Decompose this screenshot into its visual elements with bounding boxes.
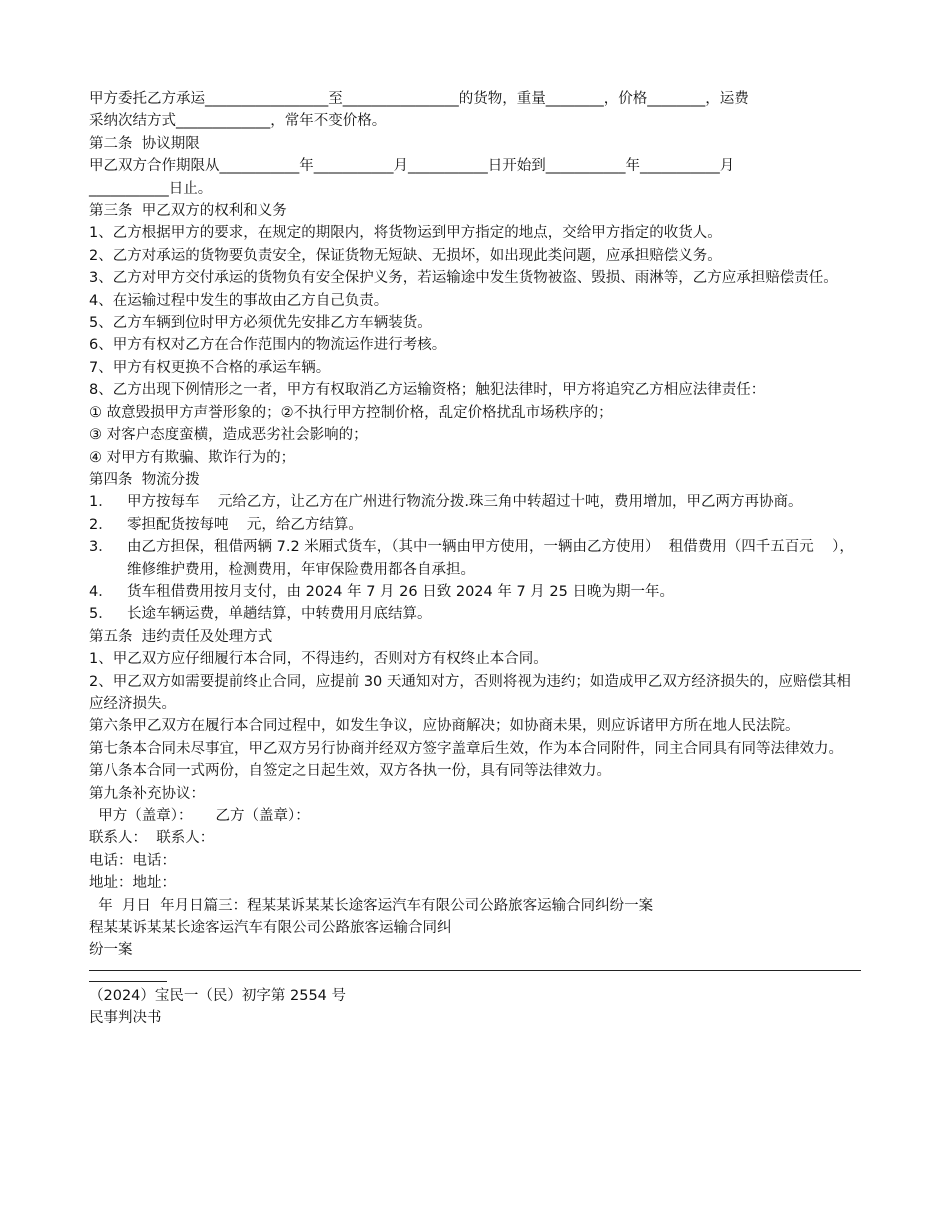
article-5-item: 2、甲乙双方如需要提前终止合同，应提前 30 天通知对方，否则将视为违约；如造成甲乙双方经济损失的，应赔偿其相应经济损失。 [89,673,851,712]
article-2-title: 第二条 协议期限 [89,135,200,152]
article-4-item [89,491,861,513]
intro-line-1: 甲方委托乙方承运_________________至________________的货物，重量________，价格________，运费 [89,91,749,107]
article-4-item [89,514,861,536]
article-3-item: 1、乙方根据甲方的要求，在规定的期限内，将货物运到甲方指定的地点，交给甲方指定的收货人。 [89,225,722,242]
case-number: （2024）宝民一（民）初字第 2554 号 [89,987,347,1004]
article-3-item: 4、在运输过程中发生的事故由乙方自己负责。 [89,292,389,309]
article-6: 第六条甲乙双方在履行本合同过程中，如发生争议，应协商解决；如协商未果，则应诉诸甲方所在地人民法院。 [89,718,800,735]
article-7: 第七条本合同未尽事宜，甲乙双方另行协商并经双方签字盖章后生效，作为本合同附件，同主合同具有同等法律效力。 [89,740,843,757]
article-3-sub-item: ① 故意毁损甲方声誉形象的；②不执行甲方控制价格，乱定价格扰乱市场秩序的； [89,404,613,421]
intro-line-2: 采纳次结方式_____________，常年不变价格。 [89,113,387,130]
article-3-item: 8、乙方出现下例情形之一者，甲方有权取消乙方运输资格；触犯法律时，甲方将追究乙方相应法律责任： [89,382,766,399]
date-line: 年 月日 年月日篇三：程某某诉某某长途客运汽车有限公司公路旅客运输合同纠纷一案 [89,897,654,914]
signature-contact-line: 联系人： 联系人： [89,830,215,847]
article-4-item [89,536,861,581]
article-3-item: 7、甲方有权更换不合格的承运车辆。 [89,359,331,376]
article-3-sub-item: ③ 对客户态度蛮横，造成恶劣社会影响的； [89,427,368,444]
article-4-item [89,603,861,625]
article-8: 第八条本合同一式两份，自签定之日起生效，双方各执一份，具有同等法律效力。 [89,763,611,780]
article-3-item: 6、甲方有权对乙方在合作范围内的物流运作进行考核。 [89,337,447,354]
article-4-item-text: 长途车辆运费，单趟结算，中转费用月底结算。 [127,606,432,623]
article-4-item-text: 零担配货按每吨 元，给乙方结算。 [127,516,363,533]
article-3-title: 第三条 甲乙双方的权利和义务 [89,203,287,220]
article-4-item-text: 由乙方担保，租借两辆 7.2 米厢式货车，（其中一辆由甲方使用，一辆由乙方使用） 租借费用（四千五百元 ），维修维护费用，检测费用，年审保险费用都各自承担。 [127,539,854,578]
article-4-item-number: 2． [89,516,113,533]
judgment-title: 民事判决书 [89,1010,162,1027]
article-9: 第九条补充协议： [89,785,205,802]
article-4-item-number: 3． [89,539,113,556]
article-5-title: 第五条 违约责任及处理方式 [89,628,273,645]
article-3-item: 5、乙方车辆到位时甲方必须优先安排乙方车辆装货。 [89,315,432,332]
signature-seal-line: 甲方（盖章）： 乙方（盖章）： [89,808,310,824]
contract-document [89,88,861,1030]
article-5-item: 1、甲乙双方应仔细履行本合同，不得违约，否则对方有权终止本合同。 [89,651,548,668]
article-4-item-text: 货车租借费用按月支付，由 2024 年 7 月 26 日致 2024 年 7 月 25 日晚为期一年。 [127,583,674,600]
signature-phone-line: 电话：电话： [89,852,176,869]
case-title-line-1: 程某某诉某某长途客运汽车有限公司公路旅客运输合同纠 [89,920,452,937]
article-2-line-2: ___________日止。 [89,180,213,197]
article-4-title: 第四条 物流分拨 [89,471,200,488]
article-4-item-number: 1． [89,494,113,511]
article-3-item: 2、乙方对承运的货物要负责安全，保证货物无短缺、无损坏，如出现此类问题，应承担赔偿义务。 [89,247,722,264]
article-3-sub-item: ④ 对甲方有欺骗、欺诈行为的； [89,449,296,466]
divider-short-line [89,981,167,982]
article-4-item-number: 5． [89,606,113,623]
article-4-item-number: 4． [89,583,113,600]
article-4-item-text: 甲方按每车 元给乙方，让乙方在广州进行物流分拨.珠三角中转超过十吨，费用增加，甲乙两方再协商。 [127,494,803,511]
divider-line [89,970,861,971]
article-3-item: 3、乙方对甲方交付承运的货物负有安全保护义务，若运输途中发生货物被盗、毁损、雨淋等，乙方应承担赔偿责任。 [89,270,838,287]
article-2-line-1: 甲乙双方合作期限从___________年___________月___________日开始到___________年___________月 [89,158,735,175]
signature-address-line: 地址：地址： [89,875,176,892]
case-title-line-2: 纷一案 [89,942,133,959]
article-4-item [89,581,861,603]
